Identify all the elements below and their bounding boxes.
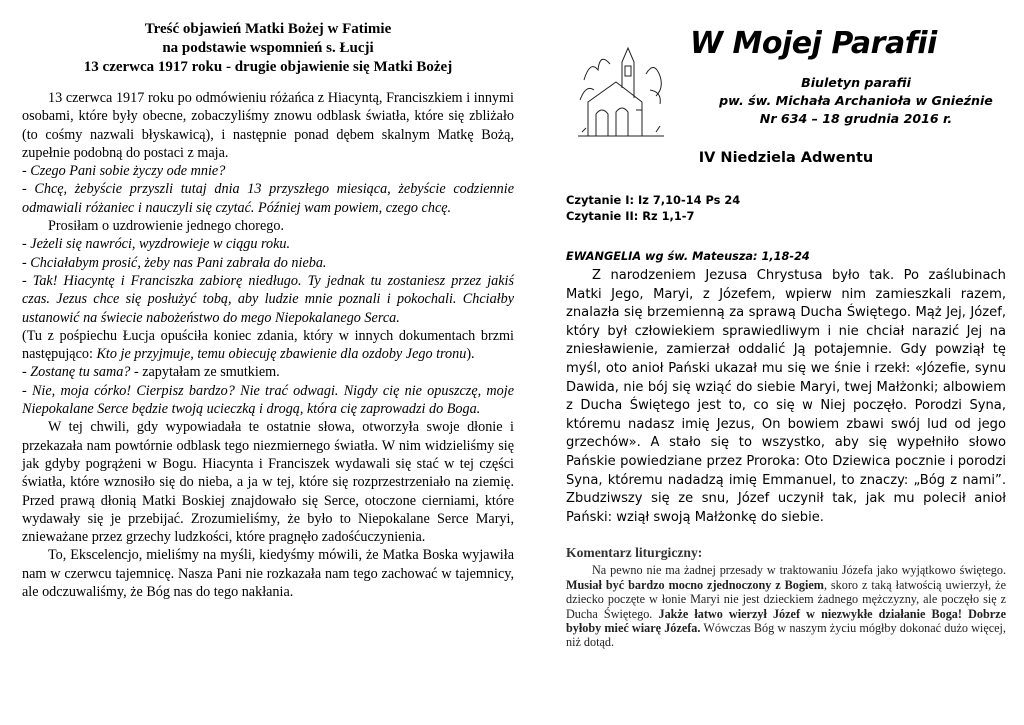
paragraph-closing: To, Ekscelencjo, mieliśmy na myśli, kiedyśmy mówili, że Matka Boska wyjawiła nam w czerwcu tajemnicę. Nasza Pani nie rozkazała nam tego zachować w tajemnicy, ale odczuwaliśmy, że Bóg nas do tego nakłania. (22, 547, 514, 601)
paragraph-request: Prosiłam o uzdrowienie jednego chorego. (48, 218, 284, 235)
readings (566, 192, 1006, 224)
editorial-note: (Tu z pośpiechu Łucja opuściła koniec zdania, który w innych dokumentach brzmi następująco: Kto je przyjmuje, temu obiecuję zbawienie dla ozdoby Jego tronu). (22, 327, 514, 363)
left-column (22, 20, 514, 601)
dialogue-answer-3: - Tak! Hiacyntę i Franciszka zabiorę niedługo. Ty jednak tu zostaniesz przez jakiś czas. Jezus chce się posłużyć tobą, aby ludzie mnie poznali i pokochali. Chciałby ustanowić na świecie nabożeństwo do mego Niepokalanego Serca. (22, 272, 514, 326)
dialogue-question-4: - Zostanę tu sama? - zapytałam ze smutkiem. (22, 364, 280, 381)
right-column (566, 20, 1006, 650)
subtitle-line-2: pw. św. Michała Archanioła w Gnieźnie (719, 93, 993, 108)
bulletin-subtitle (706, 74, 1006, 128)
subtitle-line-1: Biuletyn parafii (801, 75, 911, 90)
reading-2: Czytanie II: Rz 1,1-7 (566, 209, 695, 223)
article-title-line-1: Treść objawień Matki Bożej w Fatimie (144, 21, 392, 37)
bulletin-title: W Mojej Parafii (690, 26, 937, 61)
commentary-text: Na pewno nie ma żadnej przesady w traktowaniu Józefa jako wyjątkowo świętego. Musiał być bardzo mocno zjednoczony z Bogiem, skoro z taką łatwością uwierzył, że dziecko poczęte w łonie Maryi nie jest dzieckiem żadnego mężczyzny, ale poczęło się z Ducha Świętego. Jakże łatwo wierzył Józef w niezwykłe działanie Boga! Dobrze byłoby mieć wiarę Józefa. Wówczas Bóg w naszym życiu mógłby dokonać dużo więcej, niż dotąd. (566, 563, 1006, 650)
paragraph-intro: 13 czerwca 1917 roku po odmówieniu różańca z Hiacyntą, Franciszkiem i innymi osobami, które były obecne, zobaczyliśmy znowu odblask światła, które się zbliżało (to cośmy nazwali błyskawicą), i następnie ponad dębem skalnym Matkę Bożą, zupełnie podobną do postaci z maja. (22, 90, 514, 161)
dialogue-answer-2: - Jeżeli się nawróci, wyzdrowieje w ciągu roku. (22, 236, 291, 253)
masthead (566, 20, 1006, 150)
gospel-text: Z narodzeniem Jezusa Chrystusa było tak. Po zaślubinach Matki Jego, Maryi, z Józefem, wpierw nim zamieszkali razem, znalazła się brzemienną za sprawą Ducha Świętego. Mąż Jej, Józef, który był człowiekiem sprawiedliwym i nie chciał narazić Jej na zniesławienie, zamierzał oddalić Ją potajemnie. Gdy powziął tę myśl, oto anioł Pański ukazał mu się we śnie i rzekł: «Józefie, synu Dawida, nie bój się wziąć do siebie Maryi, twej Małżonki; albowiem z Ducha Świętego jest to, co się w Niej poczęło. Porodzi Syna, któremu nadasz imię Jezus, On bowiem zbawi swój lud od jego grzechów». A stało się to wszystko, aby się wypełniło słowo Pańskie powiedziane przez Proroka: Oto Dziewica pocznie i porodzi Syna, któremu nadadzą imię Emmanuel, to znaczy: „Bóg z nami”. Zbudziwszy się ze snu, Józef uczynił tak, jak mu polecił anioł Pański: wziął swoją Małżonkę do siebie. (566, 268, 1006, 525)
dialogue-answer-1: - Chcę, żebyście przyszli tutaj dnia 13 przyszłego miesiąca, żebyście codziennie odmawiali różaniec i nauczyli się czytać. Później wam powiem, czego chcę. (22, 181, 514, 216)
reading-1: Czytanie I: Iz 7,10-14 Ps 24 (566, 193, 741, 207)
paragraph-vision: W tej chwili, gdy wypowiadała te ostatnie słowa, otworzyła swoje dłonie i przekazała nam powtórnie odblask tego niezmiernego światła. W nim widzieliśmy się jak gdyby pogrążeni w Bogu. Hiacynta i Franciszek wydawali się stać w tej części światła, które wznosiło się do nieba, a ja w tej, które się rozprzestrzeniało na ziemię. Przed prawą dłonią Matki Boskiej znajdowało się Serce, otoczone cierniami, które wydawały się je przebijać. Zrozumieliśmy, że było to Niepokalane Serce Maryi, znieważane przez grzechy ludzkości, które pragnęło zadośćuczynienia. (22, 419, 514, 546)
article-title-line-3: 13 czerwca 1917 roku - drugie objawienie się Matki Bożej (83, 59, 453, 75)
dialogue-question-1: - Czego Pani sobie życzy ode mnie? (22, 163, 226, 180)
dialogue-question-3: - Chciałabym prosić, żeby nas Pani zabrała do nieba. (22, 254, 327, 271)
sunday-heading: IV Niedziela Adwentu (698, 150, 874, 166)
subtitle-line-3: Nr 634 – 18 grudnia 2016 r. (759, 111, 953, 126)
article-title (22, 20, 514, 77)
gospel-heading: EWANGELIA wg św. Mateusza: 1,18-24 (566, 250, 810, 263)
article-title-line-2: na podstawie wspomnień s. Łucji (162, 40, 374, 56)
commentary-heading: Komentarz liturgiczny: (566, 545, 703, 561)
dialogue-answer-4: - Nie, moja córko! Cierpisz bardzo? Nie trać odwagi. Nigdy cię nie opuszczę, moje Niepokalane Serce będzie twoją ucieczką i drogą, która cię zaprowadzi do Boga. (22, 382, 514, 418)
church-icon (576, 40, 666, 140)
